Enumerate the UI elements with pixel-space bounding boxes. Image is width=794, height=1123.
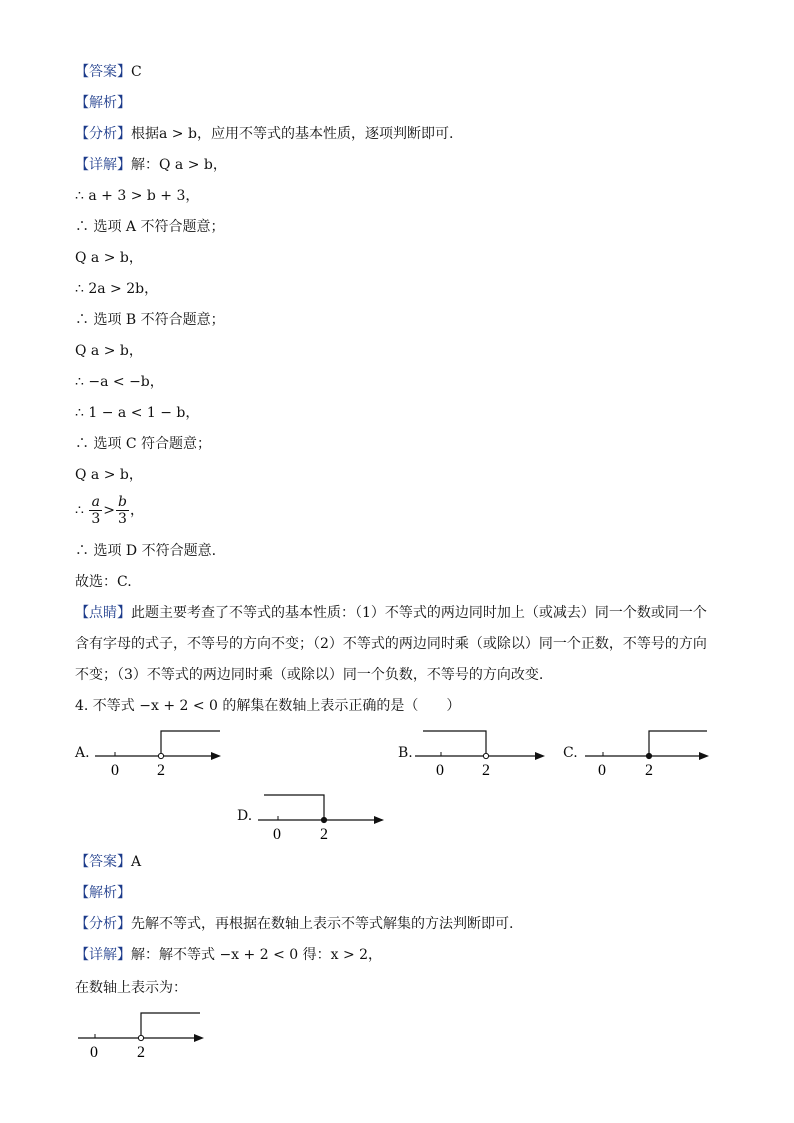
question-4-text: 4. 不等式 −x + 2 < 0 的解集在数轴上表示正确的是（ ） xyxy=(75,698,461,714)
number-line-option-c xyxy=(585,728,715,778)
solution-line-1: 解：Q a > b， xyxy=(131,157,227,173)
solution-line-d: ∴ 选项 D 不符合题意. xyxy=(75,543,217,559)
q4-answer-value: A xyxy=(131,854,142,870)
solution-line-2: ∴ a + 3 > b + 3， xyxy=(75,188,200,204)
fenxi-text: 根据a > b，应用不等式的基本性质，逐项判断即可. xyxy=(131,126,454,142)
tick-label-0: 0 xyxy=(598,762,606,779)
axis-arrow xyxy=(535,752,545,760)
open-dot xyxy=(138,1035,143,1040)
xiangjie-line xyxy=(75,155,227,175)
analysis-heading xyxy=(75,93,131,113)
number-line-option-d xyxy=(258,792,388,842)
fraction-b-num: b xyxy=(118,494,127,510)
answer-line xyxy=(75,62,142,82)
dianjing-line-1 xyxy=(75,603,707,623)
solution-line-4: Q a > b， xyxy=(75,250,143,266)
open-dot xyxy=(483,753,488,758)
tick-label-2: 2 xyxy=(645,762,653,779)
solution-region xyxy=(141,1013,200,1038)
tick-label-0: 0 xyxy=(436,762,444,779)
number-line-solution xyxy=(78,1010,208,1060)
filled-dot xyxy=(321,817,326,822)
tick-label-0: 0 xyxy=(111,762,119,779)
open-dot xyxy=(158,753,163,758)
dianjing-tag: 【点睛】 xyxy=(75,605,131,621)
solution-region xyxy=(423,731,486,756)
choose-line: 故选：C. xyxy=(75,574,132,590)
number-line-option-b xyxy=(415,728,550,778)
fraction-line xyxy=(75,494,144,527)
solution-line-9: ∴ 1 − a < 1 − b， xyxy=(75,405,200,421)
fraction-b-den: 3 xyxy=(118,511,127,527)
q4-xiangjie-tag: 【详解】 xyxy=(75,947,131,963)
q4-analysis-heading xyxy=(75,883,131,903)
tick-label-2: 2 xyxy=(137,1044,145,1061)
axis-arrow xyxy=(699,752,709,760)
fraction-a-over-3 xyxy=(89,494,102,527)
fraction-suffix: ， xyxy=(130,502,144,519)
fraction-b-over-3 xyxy=(116,494,129,527)
solution-region xyxy=(264,795,324,820)
fraction-a-num: a xyxy=(89,494,102,511)
solution-line-11: Q a > b， xyxy=(75,467,143,483)
q4-fenxi-text: 先解不等式，再根据在数轴上表示不等式解集的方法判断即可. xyxy=(131,916,514,932)
solution-line-10: ∴ 选项 C 符合题意； xyxy=(75,436,212,452)
q4-answer-tag: 【答案】 xyxy=(75,854,131,870)
solution-line-6: ∴ 选项 B 不符合题意； xyxy=(75,312,225,328)
dianjing-line-2: 含有字母的式子，不等号的方向不变；（2）不等式的两边同时乘（或除以）同一个正数，不等号的方向 xyxy=(75,636,707,652)
answer-tag: 【答案】 xyxy=(75,64,131,80)
axis-arrow xyxy=(211,752,221,760)
option-a-label: A. xyxy=(75,745,90,761)
tick-label-2: 2 xyxy=(482,762,490,779)
tick-label-2: 2 xyxy=(157,762,165,779)
tick-label-0: 0 xyxy=(273,826,281,843)
axis-arrow xyxy=(194,1034,204,1042)
solution-line-8: ∴ −a < −b， xyxy=(75,374,164,390)
q4-fenxi-tag: 【分析】 xyxy=(75,916,131,932)
answer-value: C xyxy=(131,64,142,80)
fenxi-line xyxy=(75,124,453,144)
option-c-label: C. xyxy=(563,745,578,761)
q4-xiangjie-line xyxy=(75,945,382,965)
analysis-tag: 【解析】 xyxy=(75,95,131,111)
fenxi-tag: 【分析】 xyxy=(75,126,131,142)
fraction-a-den: 3 xyxy=(91,511,101,527)
axis-arrow xyxy=(374,816,384,824)
filled-dot xyxy=(646,753,651,758)
q4-xiangjie-text: 解：解不等式 −x + 2 < 0 得：x > 2， xyxy=(131,947,383,963)
solution-line-7: Q a > b， xyxy=(75,343,143,359)
q4-represent-text: 在数轴上表示为： xyxy=(75,980,187,996)
fraction-op: > xyxy=(103,502,116,519)
q4-analysis-tag: 【解析】 xyxy=(75,885,131,901)
dianjing-text-1: 此题主要考查了不等式的基本性质：（1）不等式的两边同时加上（或减去）同一个数或同一个 xyxy=(131,605,707,621)
tick-label-2: 2 xyxy=(320,826,328,843)
dianjing-line-3: 不变；（3）不等式的两边同时乘（或除以）同一个负数，不等号的方向改变. xyxy=(75,667,544,683)
tick-label-0: 0 xyxy=(90,1044,98,1061)
q4-answer-line xyxy=(75,852,141,872)
option-d-label: D. xyxy=(237,808,253,824)
solution-line-3: ∴ 选项 A 不符合题意； xyxy=(75,219,225,235)
solution-line-5: ∴ 2a > 2b， xyxy=(75,281,159,297)
xiangjie-tag: 【详解】 xyxy=(75,157,131,173)
number-line-option-a xyxy=(95,728,225,778)
solution-region xyxy=(649,731,707,756)
q4-fenxi-line xyxy=(75,914,513,934)
fraction-prefix: ∴ xyxy=(75,502,84,519)
option-b-label: B. xyxy=(398,745,413,761)
